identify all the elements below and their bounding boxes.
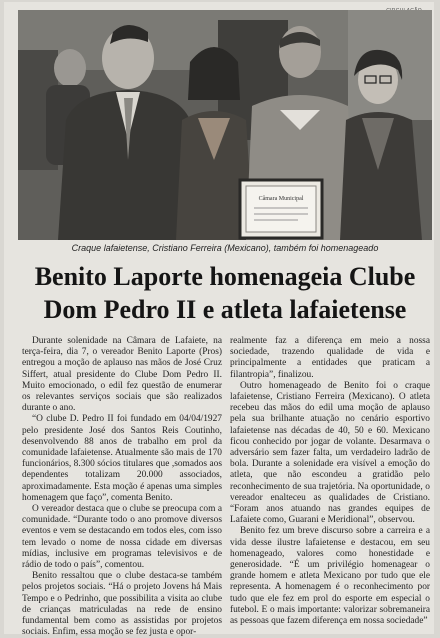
paragraph: realmente faz a diferença em meio a nossa sociedade, trazendo qualidade de vida e principalmente a entidades que praticam a filantropia”, finalizou. bbox=[230, 336, 430, 380]
headline-line-2: Dom Pedro II e atleta lafaietense bbox=[43, 295, 407, 324]
paragraph: O vereador destaca que o clube se preocupa com a comunidade. “Durante todo o ano promove diversos eventos e vem se destacando em todos eles, com isso tem levado o nome de nossa cidade em diversas mídias, inclusive em programas televisivos e de rádio de todo o país”, comentou. bbox=[22, 504, 222, 571]
headline bbox=[12, 260, 438, 326]
group-photo-illustration bbox=[18, 10, 432, 240]
paragraph: Durante solenidade na Câmara de Lafaiete, na terça-feira, dia 7, o vereador Benito Laporte (Pros) entregou a moção de aplauso nas mãos de José Cruz Siffert, atual presidente do Clube Dom Pedro II. Muito emocionado, o edil fez questão de enumerar os relevantes serviços sociais que são realizados durante o ano. bbox=[22, 336, 222, 414]
photo-caption: Craque lafaietense, Cristiano Ferreira (Mexicano), também foi homenageado bbox=[71, 243, 379, 253]
article-column-left bbox=[22, 336, 222, 638]
paragraph: “O clube D. Pedro II foi fundado em 04/04/1927 pelo presidente José dos Santos Reis Coutinho, desenvolvendo 88 anos de trabalho em prol da comunidade lafaietense. Atualmente são mais de 170 funcionários, 8.300 sócios titulares que ,somados aos dependentes totalizam 20.000 associados, aproximadamente. Esta moção é apenas uma simples homenagem que faço”, comenta Benito. bbox=[22, 414, 222, 503]
newspaper-clipping bbox=[4, 2, 434, 638]
article-column-right bbox=[230, 336, 430, 627]
news-photo bbox=[18, 10, 432, 240]
headline-line-1: Benito Laporte homenageia Clube bbox=[34, 262, 416, 291]
plaque-text: Câmara Municipal bbox=[258, 196, 304, 202]
paragraph: Outro homenageado de Benito foi o craque lafaietense, Cristiano Ferreira (Mexicano). O atleta recebeu das mãos do edil uma moção de aplauso pela sua brilhante atuação no cenário esportivo lafaietense nas décadas de 40, 50 e 60. Mexicano ficou conhecido por jogar de volante. Desarmava o adversário sem fazer falta, um verdadeiro ladrão de bola. Durante a solenidade era visível a emoção do atleta, que não escondeu a gratidão pelo reconhecimento de sua trajetória. Na oportunidade, o vereador enalteceu as qualidades de Cristiano. “Foram anos atuando nas grandes equipes de Lafaiete como, Guarani e Meridional”, observou. bbox=[230, 380, 430, 526]
paragraph: Benito fez um breve discurso sobre a carreira e a vida desse ilustre lafaietense e destacou, em seu homenageado, valores como honestidade e generosidade. “É um privilégio homenagear o grande homem e atleta Mexicano por tudo que ele representa. A homenagem é o reconhecimento por tudo que ele fez em prol do esporte em especial o futebol. E o mais importante: valorizar sobremaneira as pessoas que fazem diferença em nossa sociedade” bbox=[230, 526, 430, 627]
paragraph: Benito ressaltou que o clube destaca-se também pelos projetos sociais. “Há o projeto Jovens há Mais Tempo e o Pedrinho, que possibilita a visita ao clube de crianças matriculadas na rede de ensino fundamental bem como as assistidas por projetos sociais. Enfim, essa moção se fez justa e opor- bbox=[22, 571, 222, 638]
